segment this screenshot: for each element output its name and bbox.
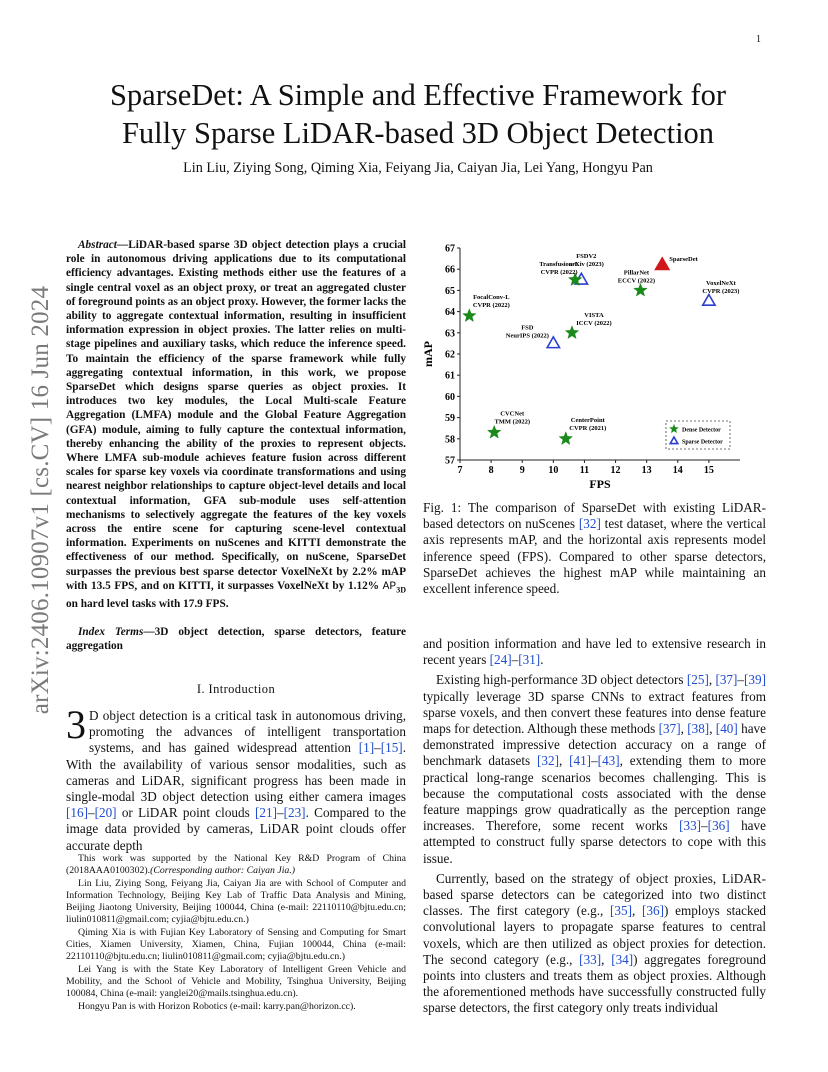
intro-text: or LiDAR point clouds <box>116 805 256 821</box>
y-tick-label: 66 <box>445 264 455 276</box>
footnote-affiliation-1: Lin Liu, Ziying Song, Feiyang Jia, Caiyan Jia are with School of Computer and Information Technology, Beijing Key Lab of Traffic Data Analysis and Mining, Beijing Jiaotong University, Beijing 100044, China (e-mail: 22110110@bjtu.edu.cn; liulin010811@gmail.com; cyjia@bjtu.edu.cn.) <box>66 877 406 926</box>
y-tick-label: 65 <box>445 285 455 297</box>
citation-link[interactable]: [43] <box>597 753 620 769</box>
drop-cap: 3 <box>66 702 86 747</box>
point-label: CVCNet <box>500 410 525 418</box>
index-terms-label: Index Terms <box>78 626 144 638</box>
data-point-dense <box>559 432 572 445</box>
citation-link[interactable]: [21] <box>255 805 277 821</box>
index-terms-text: —3D object detection, sparse detectors, feature aggregation <box>66 626 406 653</box>
footnote-affiliation-4: Hongyu Pan is with Horizon Robotics (e-mail: karry.pan@horizon.cc). <box>78 1000 356 1012</box>
abstract <box>66 238 406 612</box>
legend-sparse-marker <box>670 437 678 444</box>
y-tick-label: 59 <box>445 413 455 425</box>
para-text: , extending them to more practical long-range scenarios becomes challenging. This is because the computational costs associated with the dense feature mappings grow quadratically as the perception range increases. Therefore, some recent works <box>423 753 766 834</box>
para-text: – <box>511 652 519 668</box>
x-tick-label: 14 <box>672 465 683 476</box>
para-text: – <box>737 672 745 688</box>
y-tick-label: 60 <box>445 391 455 403</box>
data-point-dense <box>488 425 501 438</box>
y-tick-label: 62 <box>445 349 455 361</box>
title-line-1: SparseDet: A Simple and Effective Framework for <box>109 78 727 112</box>
citation-link[interactable]: [39] <box>744 672 766 688</box>
intro-text: . Compared to the image data provided by cameras, LiDAR point clouds offer accurate depth <box>66 805 406 853</box>
para-text: Currently, based on the strategy of object proxies, LiDAR-based sparse detectors can be categorized into two distinct classes. The first category (e.g., <box>423 870 766 919</box>
figure-caption <box>423 500 766 597</box>
citation-link[interactable]: [37] <box>658 721 681 737</box>
citation-link[interactable]: [20] <box>94 805 117 821</box>
para-text: Existing high-performance 3D object detectors <box>436 672 687 688</box>
index-terms <box>66 625 406 653</box>
section-heading: I. Introduction <box>196 682 276 696</box>
point-venue-label: CVPR (2022) <box>472 301 510 309</box>
intro-text: . With the availability of various sensor modalities, such as cameras and LiDAR, significant progress has been made in single-modal 3D object detection using either camera images <box>66 740 406 805</box>
citation-link[interactable]: [36] <box>707 818 730 834</box>
x-axis-title: FPS <box>589 477 611 491</box>
footnote-funding <box>66 853 406 878</box>
data-point-sparse <box>547 337 559 348</box>
citation-link[interactable]: [15] <box>380 740 403 756</box>
title-line-2: Fully Sparse LiDAR-based 3D Object Detection <box>121 116 715 150</box>
point-venue-label: CVPR (2023) <box>702 288 740 295</box>
figure-1 <box>420 240 765 492</box>
point-label: VISTA <box>584 311 604 319</box>
intro-dash: – <box>277 805 284 821</box>
page-number: 1 <box>756 34 761 45</box>
paragraph <box>423 636 766 668</box>
para-text: – <box>591 753 598 769</box>
citation-link[interactable]: [32] <box>578 516 601 532</box>
y-tick-label: 57 <box>445 455 455 467</box>
scatter-chart <box>420 240 765 492</box>
authors: Lin Liu, Ziying Song, Qiming Xia, Feiyang Jia, Caiyan Jia, Lei Yang, Hongyu Pan <box>183 160 653 176</box>
caption-text: test dataset, where the vertical axis represents mAP, and the horizontal axis represents model inference speed (FPS). Compared to other sparse detectors, SparseDet achieves the highest mAP while maintaining an excellent inference speed. <box>423 516 766 597</box>
data-point-dense <box>634 283 647 296</box>
point-label: Transfusion-L <box>539 260 579 268</box>
legend-dense-label: Dense Detector <box>682 427 721 434</box>
para-text: and position information and have led to extensive research in recent years <box>423 636 766 668</box>
data-point-dense <box>565 326 578 339</box>
abstract-ap: AP <box>382 580 397 593</box>
x-tick-label: 7 <box>457 465 463 476</box>
para-text: have attempted to construct fully sparse detectors to cope with this issue. <box>423 818 766 866</box>
x-tick-label: 11 <box>579 465 590 476</box>
data-point-dense <box>463 309 476 322</box>
y-axis-title: mAP <box>421 341 435 367</box>
citation-link[interactable]: [31] <box>518 652 541 668</box>
abstract-tail: on hard level tasks with 17.9 FPS. <box>66 598 229 611</box>
point-label: CenterPoint <box>570 416 605 424</box>
point-venue-label: arXiv (2023) <box>568 260 604 268</box>
citation-link[interactable]: [1] <box>358 740 375 756</box>
point-venue-label: ICCV (2022) <box>576 319 612 327</box>
citation-link[interactable]: [24] <box>489 652 512 668</box>
point-venue-label: ECCV (2022) <box>617 277 656 285</box>
point-label: FocalConv-L <box>473 293 510 301</box>
paragraph <box>423 871 766 1017</box>
point-label: VoxelNeXt <box>706 280 736 287</box>
point-label: PillarNet <box>623 269 650 277</box>
point-label: FSD <box>521 324 534 332</box>
point-venue-label: NeurIPS (2022) <box>505 332 549 340</box>
arxiv-stamp-text: arXiv:2406.10907v1 [cs.CV] 16 Jun 2024 <box>27 285 54 715</box>
point-label: SparseDet <box>669 255 698 263</box>
para-text: ) aggregates foreground points into clusters and treats them as object proxies. Although the aforementioned methods have successfully constructed fully sparse detectors, the first category only treats individual <box>423 951 766 1016</box>
intro-dash: – <box>374 740 381 756</box>
abstract-label: Abstract <box>78 239 117 251</box>
citation-link[interactable]: [23] <box>283 805 306 821</box>
y-tick-label: 61 <box>445 370 455 382</box>
citation-link[interactable]: [34] <box>611 951 634 967</box>
introduction-text <box>66 702 406 854</box>
intro-dash: – <box>87 805 95 821</box>
footnote-affiliation-3: Lei Yang is with the State Key Laboratory of Intelligent Green Vehicle and Mobility, and the School of Vehicle and Mobility, Tsinghua University, Beijing 100084, China (e-mail: yanglei20@mails.tsinghua.edu.cn). <box>66 963 406 1000</box>
y-tick-label: 63 <box>445 328 455 340</box>
para-text: ) employs stacked convolutional layers to propagate sparse features to central voxels, which are then utilized as object proxies for detection. The second category (e.g., <box>423 903 767 967</box>
citation-link[interactable]: [33] <box>679 818 702 834</box>
point-venue-label: CVPR (2021) <box>569 424 607 432</box>
para-text: . <box>540 652 544 668</box>
citation-link[interactable]: [32] <box>536 753 559 769</box>
paragraph <box>423 672 766 866</box>
para-text: , <box>632 903 643 919</box>
intro-text: D object detection is a critical task in autonomous driving, promoting the advances of intelligent transportation systems, and has gained widespread attention <box>89 708 406 756</box>
legend-sparse-label: Sparse Detector <box>682 439 723 446</box>
data-point-sparsedet <box>656 258 669 270</box>
x-tick-label: 8 <box>488 465 494 476</box>
citation-link[interactable]: [25] <box>686 672 709 688</box>
x-tick-label: 12 <box>610 465 621 476</box>
citation-link[interactable]: [16] <box>66 805 88 821</box>
legend-dense-marker <box>670 425 679 433</box>
para-text: typically leverage 3D sparse CNNs to extract features from sparse voxels, and then convert these features into dense feature maps for detection. Although these methods <box>423 688 766 737</box>
citation-link[interactable]: [40] <box>715 721 738 737</box>
data-point-sparse <box>703 295 715 306</box>
right-column-text <box>423 636 766 1017</box>
citation-link[interactable]: [38] <box>687 721 710 737</box>
abstract-text: —LiDAR-based sparse 3D object detection plays a crucial role in autonomous driving applications due to its computational efficiency advantages. Existing methods either use the features of a single central voxel as an object proxy, or treat an aggregated cluster of foreground points as an object proxy. However, the former lacks the ability to aggregate contextual information, resulting in insufficient information expression in object proxies. The latter relies on multi-stage pipelines and auxiliary tasks, which reduce the inference speed. To maintain the efficiency of the sparse framework while fully aggregating contextual information, in this work, we propose SparseDet which designs sparse queries as object proxies. It introduces two key modules, the Local Multi-scale Feature Aggregation (LMFA) module and the Global Feature Aggregation (GFA) module, aiming to fully capture the contextual information, thereby enhancing the ability of the proxies to represent objects. Where LMFA sub-module achieves feature fusion across different scales for sparse key voxels via coordinate transformations and using nearest neighbor relationships to capture object-level details and local contextual information, GFA sub-module uses self-attention mechanisms to selectively aggregate the features of the key voxels across the entire scene for capturing scene-level contextual information. Experiments on nuScenes and KITTI demonstrate the effectiveness of our method. Specifically, on nuScene, SparseDet surpasses the previous best sparse detector VoxelNeXt by 2.2% mAP with 13.5 FPS, and on KITTI, it surpasses VoxelNeXt by 1.12% <box>66 239 406 592</box>
paper-title <box>60 76 776 152</box>
citation-link[interactable]: [41] <box>569 753 592 769</box>
abstract-ap-sub: 3D <box>396 585 406 595</box>
y-tick-label: 64 <box>445 307 455 319</box>
footnote-funding-text: This work was supported by the National Key R&D Program of China (2018AAA0100302). <box>66 853 406 877</box>
caption-text: Fig. 1: The comparison of SparseDet with existing LiDAR-based detectors on nuScenes <box>423 500 766 532</box>
x-tick-label: 9 <box>519 465 525 476</box>
para-text: , <box>708 672 716 688</box>
para-text: , <box>709 721 716 737</box>
footnotes <box>66 853 406 1013</box>
para-text: have demonstrated impressive detection accuracy on a range of benchmark datasets <box>423 721 766 769</box>
para-text: , <box>680 721 688 737</box>
y-tick-label: 67 <box>445 243 455 255</box>
para-text: – <box>701 818 708 834</box>
footnote-corresponding: (Corresponding author: Caiyan Jia.) <box>150 865 296 877</box>
citation-link[interactable]: [33] <box>579 951 602 967</box>
point-venue-label: CVPR (2022) <box>540 268 578 276</box>
footnote-affiliation-2: Qiming Xia is with Fujian Key Laboratory of Sensing and Computing for Smart Cities, Xiamen University, Xiamen, China, Fujian 100044, China (e-mail: 22110110@bjtu.edu.cn; liulin010811@gmail.com; cyjia@bjtu.edu.cn.) <box>66 926 406 963</box>
x-tick-label: 10 <box>548 465 559 476</box>
para-text: , <box>558 753 570 769</box>
citation-link[interactable]: [37] <box>715 672 738 688</box>
citation-link[interactable]: [36] <box>642 903 664 919</box>
x-tick-label: 15 <box>703 465 714 476</box>
citation-link[interactable]: [35] <box>610 903 633 919</box>
y-tick-label: 58 <box>445 434 455 446</box>
x-tick-label: 13 <box>641 465 652 476</box>
para-text: , <box>601 951 612 967</box>
point-venue-label: TMM (2022) <box>494 418 531 426</box>
point-label: FSDV2 <box>576 252 597 260</box>
